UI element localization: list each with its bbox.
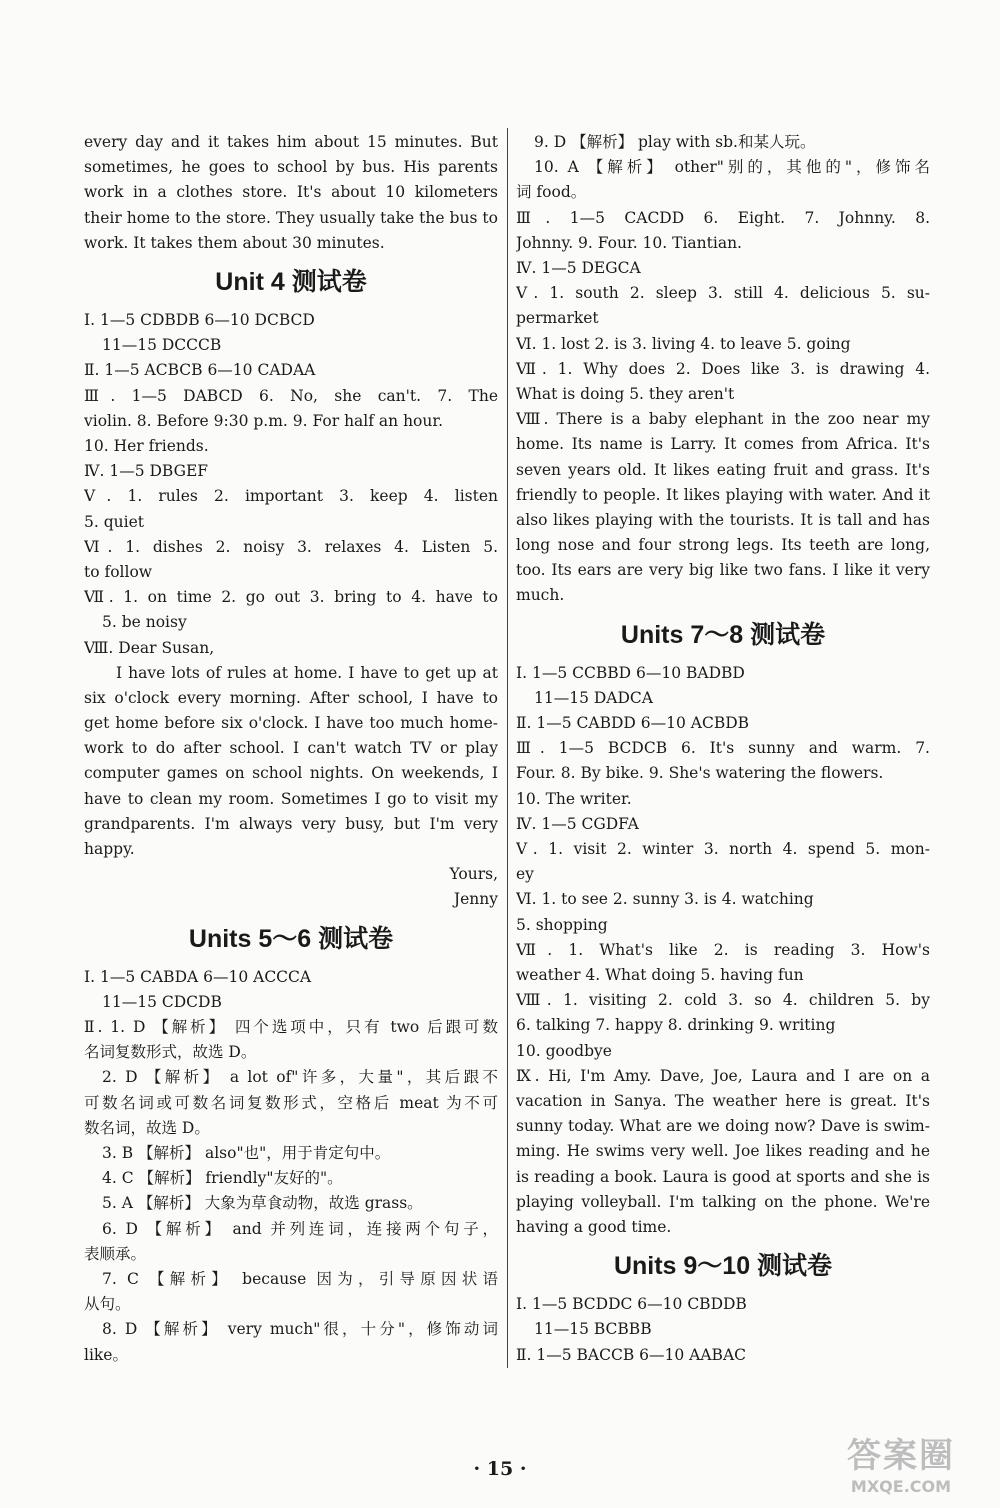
- text-line: Ⅳ. 1—5 DBGEF: [84, 462, 209, 481]
- text-line: 6. D 【解析】 and 并列连词，连接两个句子，: [102, 1219, 498, 1238]
- text-line: weather 4. What doing 5. having fun: [516, 966, 804, 985]
- text-line: Ⅵ. 1. dishes 2. noisy 3. relaxes 4. Listen 5.: [84, 537, 498, 556]
- text-line: like。: [84, 1345, 128, 1364]
- text-line: 5. be noisy: [102, 613, 187, 632]
- section-heading: Units 7～8 测试卷: [620, 620, 826, 649]
- watermark-url: MXQE.COM: [850, 1477, 952, 1496]
- text-line: 6. talking 7. happy 8. drinking 9. writing: [516, 1016, 836, 1035]
- section-heading: Units 5～6 测试卷: [188, 924, 394, 953]
- text-line: What is doing 5. they aren't: [516, 384, 735, 403]
- text-line: 可数名词或可数名词复数形式，空格后 meat 为不可: [84, 1093, 498, 1112]
- text-line: ey: [516, 865, 534, 884]
- text-line: Ⅳ. 1—5 DEGCA: [516, 258, 641, 277]
- text-line: work. It takes them about 30 minutes.: [84, 233, 385, 252]
- text-line: seven years old. It likes eating fruit and grass. It's: [516, 460, 930, 479]
- text-line: Jenny: [453, 890, 498, 909]
- text-line: Ⅵ. 1. to see 2. sunny 3. is 4. watching: [516, 890, 814, 909]
- text-line: vacation in Sanya. The weather here is great. It's: [516, 1092, 930, 1111]
- text-line: 11—15 DADCA: [534, 688, 653, 707]
- text-line: also likes playing with the tourists. It is tall and has: [516, 510, 930, 529]
- text-line: Ⅴ. 1. visit 2. winter 3. north 4. spend 5. mon-: [516, 840, 930, 859]
- text-line: 10. A 【解析】 other"别的，其他的"，修饰名: [534, 158, 930, 177]
- text-line: every day and it takes him about 15 minutes. But: [84, 133, 498, 151]
- text-line: is reading a book. Laura is good at sports and she is: [516, 1167, 930, 1186]
- watermark: [826, 1428, 976, 1496]
- text-line: Ⅰ. 1—5 CCBBD 6—10 BADBD: [516, 663, 745, 682]
- text-line: 9. D 【解析】 play with sb.和某人玩。: [534, 133, 816, 151]
- text-line: much.: [516, 586, 565, 605]
- text-line: Ⅶ. 1. on time 2. go out 3. bring to 4. have to: [84, 588, 498, 607]
- text-line: six o'clock every morning. After school, I have to: [84, 688, 498, 707]
- text-line: sunny today. What are we doing now? Dave is swim-: [516, 1117, 930, 1136]
- text-line: 5. shopping: [516, 915, 608, 934]
- text-line: 4. C 【解析】 friendly"友好的"。: [102, 1169, 343, 1188]
- text-line: 词 food。: [516, 183, 587, 202]
- text-line: friendly to people. It likes playing with water. And it: [516, 485, 930, 504]
- text-line: 7. C 【解析】 because 因为，引导原因状语: [102, 1270, 498, 1289]
- column-divider: [507, 128, 508, 1368]
- text-line: grandparents. I'm always very busy, but I'm very: [84, 814, 498, 833]
- text-line: 2. D 【解析】 a lot of"许多，大量"，其后跟不: [102, 1068, 498, 1087]
- text-line: 10. goodbye: [516, 1041, 612, 1060]
- text-line: 10. Her friends.: [84, 436, 209, 455]
- text-line: too. Its ears are very big like two fans. I like it very: [516, 561, 930, 580]
- text-line: Ⅲ. 1—5 CACDD 6. Eight. 7. Johnny. 8.: [516, 208, 930, 227]
- text-line: ming. He swims very well. Joe likes reading and he: [516, 1142, 930, 1161]
- text-line: their home to the store. They usually take the bus to: [84, 208, 498, 227]
- section-heading: Unit 4 测试卷: [215, 267, 367, 296]
- text-line: Ⅳ. 1—5 CGDFA: [516, 814, 639, 833]
- text-line: Johnny. 9. Four. 10. Tiantian.: [516, 233, 742, 252]
- text-line: Ⅱ. 1—5 CABDD 6—10 ACBDB: [516, 714, 750, 733]
- text-line: Ⅷ. There is a baby elephant in the zoo near my: [516, 410, 930, 429]
- text-line: Ⅷ. 1. visiting 2. cold 3. so 4. children 5. by: [516, 991, 930, 1010]
- text-line: 3. B 【解析】 also"也"，用于肯定句中。: [102, 1144, 391, 1163]
- text-line: 8. D 【解析】 very much"很，十分"，修饰动词: [102, 1320, 498, 1339]
- text-line: Ⅱ. 1. D 【解析】 四个选项中，只有 two 后跟可数: [84, 1018, 498, 1037]
- text-line: 11—15 CDCDB: [102, 992, 222, 1011]
- text-line: Four. 8. By bike. 9. She's watering the flowers.: [516, 764, 884, 783]
- text-line: Ⅱ. 1—5 ACBCB 6—10 CADAA: [84, 361, 316, 380]
- text-line: work in a clothes store. It's about 10 kilometers: [84, 183, 498, 202]
- text-line: violin. 8. Before 9:30 p.m. 9. For half an hour.: [84, 411, 444, 430]
- text-line: Ⅲ. 1—5 DABCD 6. No, she can't. 7. The: [84, 386, 498, 405]
- text-line: Ⅵ. 1. lost 2. is 3. living 4. to leave 5. going: [516, 334, 851, 353]
- text-line: 5. A 【解析】 大象为草食动物，故选 grass。: [102, 1194, 423, 1213]
- text-line: 5. quiet: [84, 512, 144, 531]
- text-line: Ⅰ. 1—5 CABDA 6—10 ACCCA: [84, 967, 312, 986]
- text-line: 数名词，故选 D。: [84, 1118, 210, 1137]
- text-line: 表顺承。: [84, 1244, 147, 1263]
- text-line: sometimes, he goes to school by bus. His parents: [84, 158, 498, 177]
- text-line: Ⅰ. 1—5 BCDDC 6—10 CBDDB: [516, 1295, 747, 1314]
- text-line: playing volleyball. I'm talking on the phone. We're: [516, 1192, 930, 1211]
- text-line: having a good time.: [516, 1218, 672, 1236]
- page-number: · 15 ·: [473, 1458, 527, 1480]
- text-line: work to do after school. I can't watch TV or play: [84, 739, 498, 758]
- left-column: [84, 130, 498, 1368]
- watermark-logo-text: 答案圈: [847, 1436, 955, 1476]
- text-line: Ⅴ. 1. rules 2. important 3. keep 4. listen: [84, 487, 498, 506]
- text-line: get home before six o'clock. I have too much home-: [84, 714, 498, 733]
- text-line: to follow: [84, 562, 153, 581]
- text-line: home. Its name is Larry. It comes from Africa. It's: [516, 435, 930, 454]
- section-heading: Units 9～10 测试卷: [613, 1252, 833, 1281]
- text-line: Ⅷ. Dear Susan,: [84, 638, 215, 657]
- text-line: have to clean my room. Sometimes I go to visit my: [84, 789, 498, 808]
- text-line: Ⅱ. 1—5 BACCB 6—10 AABAC: [516, 1345, 747, 1364]
- text-line: Yours,: [449, 865, 498, 884]
- text-line: Ⅲ. 1—5 BCDCB 6. It's sunny and warm. 7.: [516, 739, 930, 758]
- text-line: happy.: [84, 840, 135, 859]
- text-line: 名词复数形式，故选 D。: [84, 1043, 257, 1062]
- right-column: [516, 130, 930, 1368]
- text-line: Ⅸ. Hi, I'm Amy. Dave, Joe, Laura and I are on a: [516, 1066, 930, 1085]
- text-line: Ⅰ. 1—5 CDBDB 6—10 DCBCD: [84, 310, 315, 329]
- text-line: Ⅶ. 1. Why does 2. Does like 3. is drawing 4.: [516, 359, 930, 378]
- text-line: 10. The writer.: [516, 789, 632, 808]
- text-line: permarket: [516, 309, 599, 328]
- text-line: long nose and four strong legs. Its teeth are long,: [516, 536, 930, 555]
- text-line: 11—15 BCBBB: [534, 1320, 652, 1339]
- text-line: Ⅶ. 1. What's like 2. is reading 3. How's: [516, 940, 930, 959]
- text-line: computer games on school nights. On weekends, I: [84, 764, 498, 783]
- text-line: 11—15 DCCCB: [102, 336, 222, 355]
- text-line: I have lots of rules at home. I have to get up at: [116, 663, 498, 682]
- text-line: Ⅴ. 1. south 2. sleep 3. still 4. delicious 5. su-: [516, 284, 930, 303]
- text-line: 从句。: [84, 1295, 131, 1314]
